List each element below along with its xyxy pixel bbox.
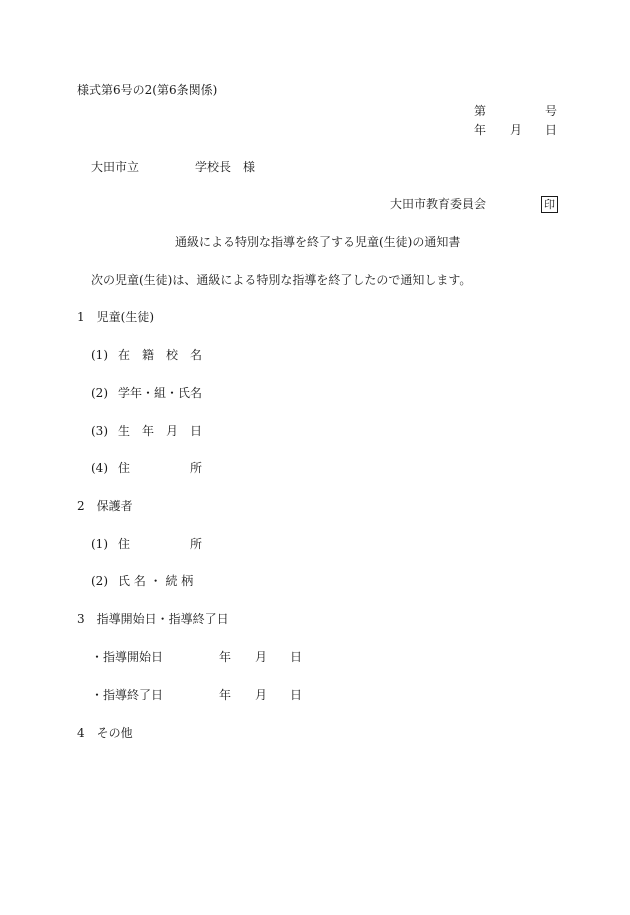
date-day: 日: [545, 123, 558, 137]
start-date-year: 年: [219, 650, 232, 664]
section1-item-label: 学年・組・氏名: [118, 386, 203, 400]
date-year: 年: [474, 123, 487, 137]
section1-item-num: (1): [91, 348, 108, 362]
section1-item-num: (3): [91, 424, 108, 438]
section2-heading: 2 保護者: [77, 499, 133, 513]
section1-item-label: 住 所: [118, 461, 203, 475]
addressee-city-school: 大田市立: [91, 160, 140, 174]
section4-heading: 4 その他: [77, 726, 133, 740]
section2-item-label: 氏 名 ・ 続 柄: [118, 574, 194, 588]
end-date-month: 月: [255, 688, 268, 702]
sender-name: 大田市教育委員会: [390, 197, 487, 211]
addressee-principal: 学校長: [195, 160, 232, 174]
date-month: 月: [510, 123, 523, 137]
section1-item-num: (4): [91, 461, 108, 475]
start-date-month: 月: [255, 650, 268, 664]
intro-text: 次の児童(生徒)は、通級による特別な指導を終了したので通知します。: [91, 273, 472, 287]
end-date-year: 年: [219, 688, 232, 702]
section1-item-label: 生 年 月 日: [118, 424, 203, 438]
section1-item-label: 在 籍 校 名: [118, 348, 203, 362]
section2-item-label: 住 所: [118, 537, 203, 551]
end-date-day: 日: [290, 688, 303, 702]
start-date-label: ・指導開始日: [91, 650, 164, 664]
end-date-label: ・指導終了日: [91, 688, 164, 702]
section3-heading: 3 指導開始日・指導終了日: [77, 612, 229, 626]
seal-mark: 印: [541, 196, 558, 213]
section1-heading: 1 児童(生徒): [77, 310, 154, 324]
start-date-day: 日: [290, 650, 303, 664]
addressee-honorific: 様: [243, 160, 256, 174]
section2-item-num: (2): [91, 574, 108, 588]
doc-number-prefix: 第: [474, 104, 487, 118]
document-title: 通級による特別な指導を終了する児童(生徒)の通知書: [175, 235, 461, 249]
section2-item-num: (1): [91, 537, 108, 551]
form-number: 様式第6号の2(第6条関係): [77, 83, 218, 97]
section1-item-num: (2): [91, 386, 108, 400]
doc-number-suffix: 号: [545, 104, 558, 118]
